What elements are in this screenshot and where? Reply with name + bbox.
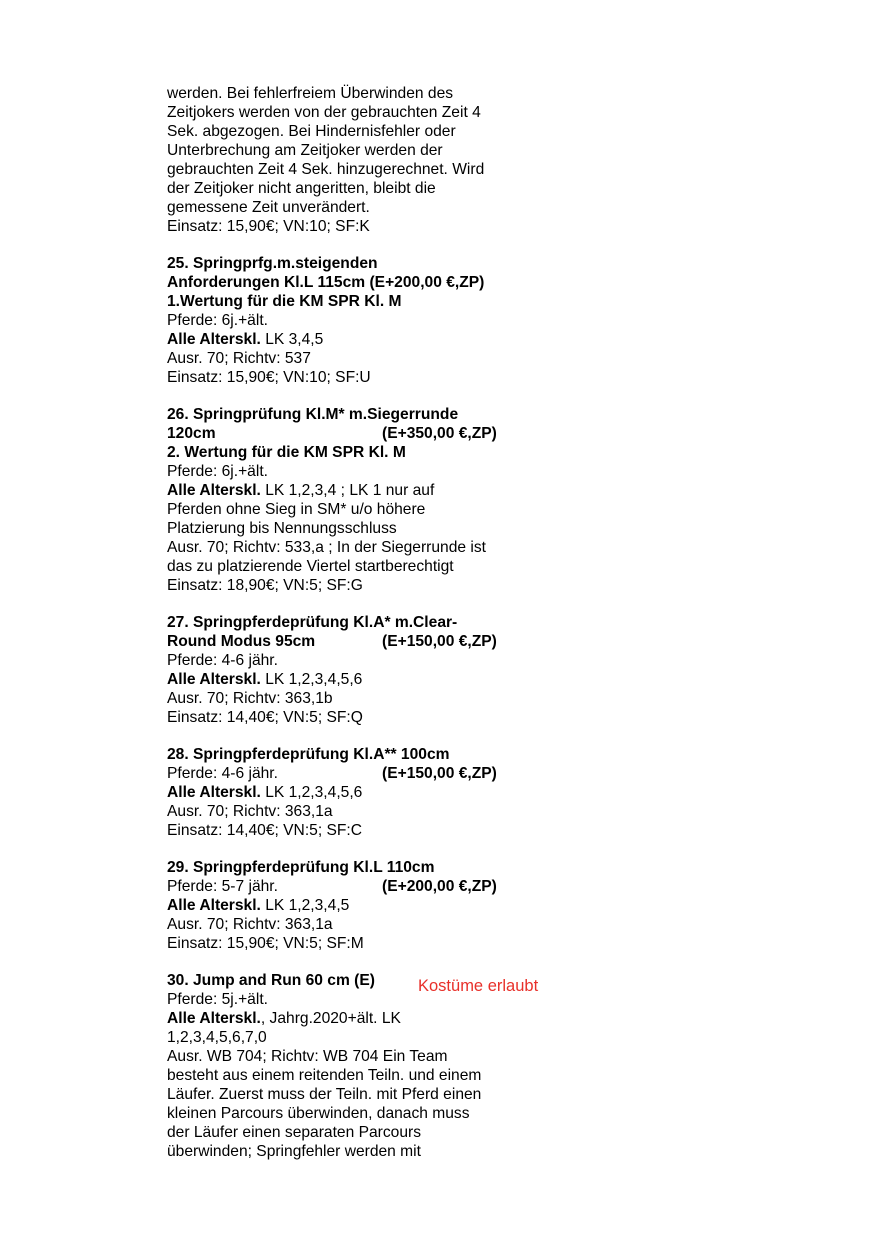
pruefung-title: 26. Springprüfung Kl.M* m.Siegerrunde [167, 406, 459, 423]
pruefung-27 [167, 613, 567, 727]
ausr-line: Ausr. WB 704; Richtv: WB 704 Ein Team [167, 1048, 448, 1065]
jahrgang-text: , Jahrg.2020+ält. LK [260, 1010, 401, 1027]
lk-text: LK 1,2,3,4,5,6 [260, 671, 363, 688]
lk-text: LK 1,2,3,4 ; LK 1 nur auf [260, 482, 435, 499]
pruefung-title-cont [167, 424, 567, 443]
alter-line [167, 330, 567, 349]
preis-text: (E+200,00 €,ZP) [382, 878, 497, 895]
text-line: Sek. abgezogen. Bei Hindernisfehler oder [167, 123, 456, 140]
preis-text: (E+350,00 €,ZP) [382, 425, 497, 442]
pferde-line: Pferde: 6j.+ält. [167, 463, 268, 480]
text-line: der Läufer einen separaten Parcours [167, 1124, 421, 1141]
text-line: Pferden ohne Sieg in SM* u/o höhere [167, 501, 426, 518]
alter-label: Alle Alterskl. [167, 897, 261, 914]
text-line: Unterbrechung am Zeitjoker werden der [167, 142, 443, 159]
preis-text: (E+150,00 €,ZP) [382, 765, 497, 782]
alter-line [167, 896, 567, 915]
text-line: gemessene Zeit unverändert. [167, 199, 370, 216]
pferde-text: Pferde: 5-7 jähr. [167, 878, 278, 895]
pruefung-29 [167, 858, 567, 953]
alter-line [167, 670, 567, 689]
text-line: 1,2,3,4,5,6,7,0 [167, 1029, 267, 1046]
pferde-line: Pferde: 6j.+ält. [167, 312, 268, 329]
einsatz-line: Einsatz: 18,90€; VN:5; SF:G [167, 577, 363, 594]
text-line: Läufer. Zuerst muss der Teiln. mit Pferd einen [167, 1086, 482, 1103]
text-line: werden. Bei fehlerfreiem Überwinden des [167, 85, 454, 102]
alter-line [167, 783, 567, 802]
pruefung-title [167, 971, 567, 995]
text-line: das zu platzierende Viertel startberechtigt [167, 558, 454, 575]
ausr-line: Ausr. 70; Richtv: 533,a ; In der Siegerrunde ist [167, 539, 486, 556]
pruefung-title: 25. Springprfg.m.steigenden [167, 255, 378, 272]
pruefung-title-cont: Anforderungen Kl.L 115cm (E+200,00 €,ZP) [167, 274, 485, 291]
document-page [167, 84, 567, 1161]
title-text: 30. Jump and Run 60 cm (E) [167, 972, 375, 989]
pferde-text: Pferde: 4-6 jähr. [167, 765, 278, 782]
text-line: überwinden; Springfehler werden mit [167, 1143, 421, 1160]
pferde-line: Pferde: 4-6 jähr. [167, 652, 278, 669]
text-line: besteht aus einem reitenden Teiln. und einem [167, 1067, 482, 1084]
alter-label: Alle Alterskl. [167, 1010, 261, 1027]
wertung-line: 1.Wertung für die KM SPR Kl. M [167, 293, 402, 310]
pferde-line [167, 764, 567, 783]
einsatz-line: Einsatz: 14,40€; VN:5; SF:Q [167, 709, 363, 726]
pferde-line [167, 877, 567, 896]
einsatz-line: Einsatz: 15,90€; VN:10; SF:U [167, 369, 371, 386]
lk-text: LK 1,2,3,4,5,6 [260, 784, 363, 801]
hoehe-text: 120cm [167, 425, 216, 442]
text-line: Platzierung bis Nennungsschluss [167, 520, 397, 537]
hoehe-text: Round Modus 95cm [167, 633, 316, 650]
alter-label: Alle Alterskl. [167, 331, 261, 348]
intro-block [167, 84, 567, 236]
text-line: der Zeitjoker nicht angeritten, bleibt die [167, 180, 436, 197]
ausr-line: Ausr. 70; Richtv: 363,1a [167, 803, 333, 820]
ausr-line: Ausr. 70; Richtv: 363,1b [167, 690, 333, 707]
einsatz-line: Einsatz: 14,40€; VN:5; SF:C [167, 822, 363, 839]
preis-text: (E+150,00 €,ZP) [382, 633, 497, 650]
pruefung-28 [167, 745, 567, 840]
einsatz-line: Einsatz: 15,90€; VN:5; SF:M [167, 935, 364, 952]
pruefung-26 [167, 405, 567, 595]
lk-text: LK 3,4,5 [260, 331, 324, 348]
text-line: gebrauchten Zeit 4 Sek. hinzugerechnet. Wird [167, 161, 485, 178]
pruefung-title: 29. Springpferdeprüfung Kl.L 110cm [167, 859, 435, 876]
pruefung-title: 27. Springpferdeprüfung Kl.A* m.Clear- [167, 614, 458, 631]
ausr-line: Ausr. 70; Richtv: 537 [167, 350, 311, 367]
pruefung-title: 28. Springpferdeprüfung Kl.A** 100cm [167, 746, 450, 763]
alter-label: Alle Alterskl. [167, 482, 261, 499]
alter-label: Alle Alterskl. [167, 671, 261, 688]
text-line: Zeitjokers werden von der gebrauchten Zeit 4 [167, 104, 481, 121]
wertung-line: 2. Wertung für die KM SPR Kl. M [167, 444, 406, 461]
text-line: kleinen Parcours überwinden, danach muss [167, 1105, 470, 1122]
einsatz-line: Einsatz: 15,90€; VN:10; SF:K [167, 218, 370, 235]
ausr-line: Ausr. 70; Richtv: 363,1a [167, 916, 333, 933]
alter-line [167, 481, 567, 500]
pruefung-25 [167, 254, 567, 387]
pruefung-30 [167, 971, 567, 1161]
costume-note: Kostüme erlaubt [418, 977, 539, 995]
alter-label: Alle Alterskl. [167, 784, 261, 801]
lk-text: LK 1,2,3,4,5 [260, 897, 350, 914]
pferde-line: Pferde: 5j.+ält. [167, 991, 268, 1008]
pruefung-title-cont [167, 632, 567, 651]
alter-line [167, 1009, 567, 1028]
